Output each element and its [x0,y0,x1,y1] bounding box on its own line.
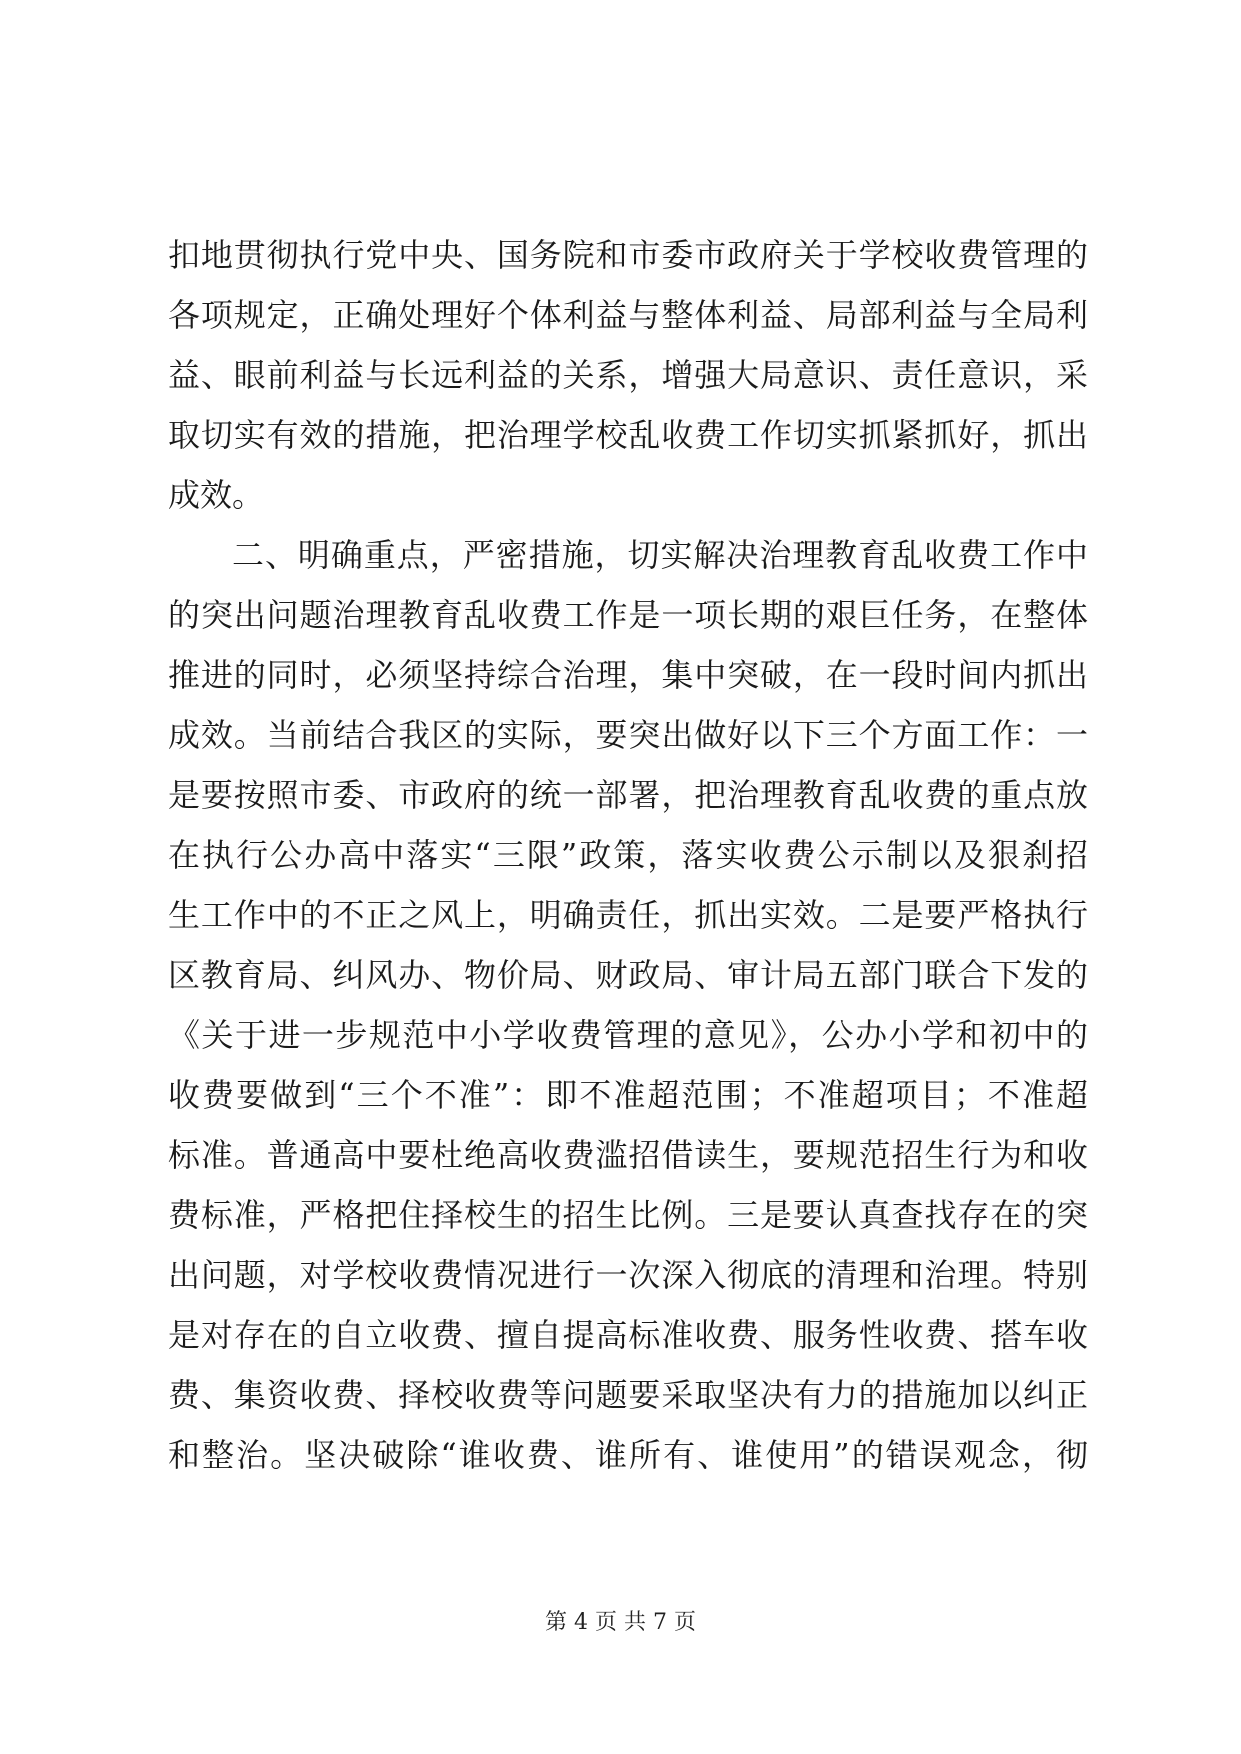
text-line: 推进的同时，必须坚持综合治理，集中突破，在一段时间内抓出 [168,656,1088,694]
text-line: 各项规定，正确处理好个体利益与整体利益、局部利益与全局利 [168,296,1088,334]
document-body [168,225,1088,1485]
text-line: 收费要做到“三个不准”：即不准超范围；不准超项目；不准超 [168,1076,1088,1114]
text-line: 扣地贯彻执行党中央、国务院和市委市政府关于学校收费管理的 [168,236,1088,274]
section-heading-line: 二、明确重点，严密措施，切实解决治理教育乱收费工作中 [232,536,1088,574]
text-line: 费、集资收费、择校收费等问题要采取坚决有力的措施加以纠正 [168,1376,1088,1414]
text-line: 《关于进一步规范中小学收费管理的意见》，公办小学和初中的 [168,1016,1088,1054]
text-line: 是对存在的自立收费、擅自提高标准收费、服务性收费、搭车收 [168,1316,1088,1354]
text-line: 区教育局、纠风办、物价局、财政局、审计局五部门联合下发的 [168,956,1088,994]
text-line: 在执行公办高中落实“三限”政策，落实收费公示制以及狠刹招 [168,836,1088,874]
text-line: 益、眼前利益与长远利益的关系，增强大局意识、责任意识，采 [168,356,1088,394]
paragraph-1 [168,225,1088,525]
text-line: 成效。 [168,476,265,514]
text-line: 标准。普通高中要杜绝高收费滥招借读生，要规范招生行为和收 [168,1136,1088,1174]
text-line: 成效。当前结合我区的实际，要突出做好以下三个方面工作：一 [168,716,1088,754]
text-line: 出问题，对学校收费情况进行一次深入彻底的清理和治理。特别 [168,1256,1088,1294]
text-line: 费标准，严格把住择校生的招生比例。三是要认真查找存在的突 [168,1196,1088,1234]
text-line: 生工作中的不正之风上，明确责任，抓出实效。二是要严格执行 [168,896,1088,934]
text-line: 取切实有效的措施，把治理学校乱收费工作切实抓紧抓好，抓出 [168,416,1088,454]
text-line: 和整治。坚决破除“谁收费、谁所有、谁使用”的错误观念，彻 [168,1436,1088,1474]
page-number-footer: 第 4 页 共 7 页 [545,1610,696,1635]
paragraph-2 [168,525,1088,1485]
text-line: 是要按照市委、市政府的统一部署，把治理教育乱收费的重点放 [168,776,1088,814]
text-line: 的突出问题治理教育乱收费工作是一项长期的艰巨任务，在整体 [168,596,1088,634]
